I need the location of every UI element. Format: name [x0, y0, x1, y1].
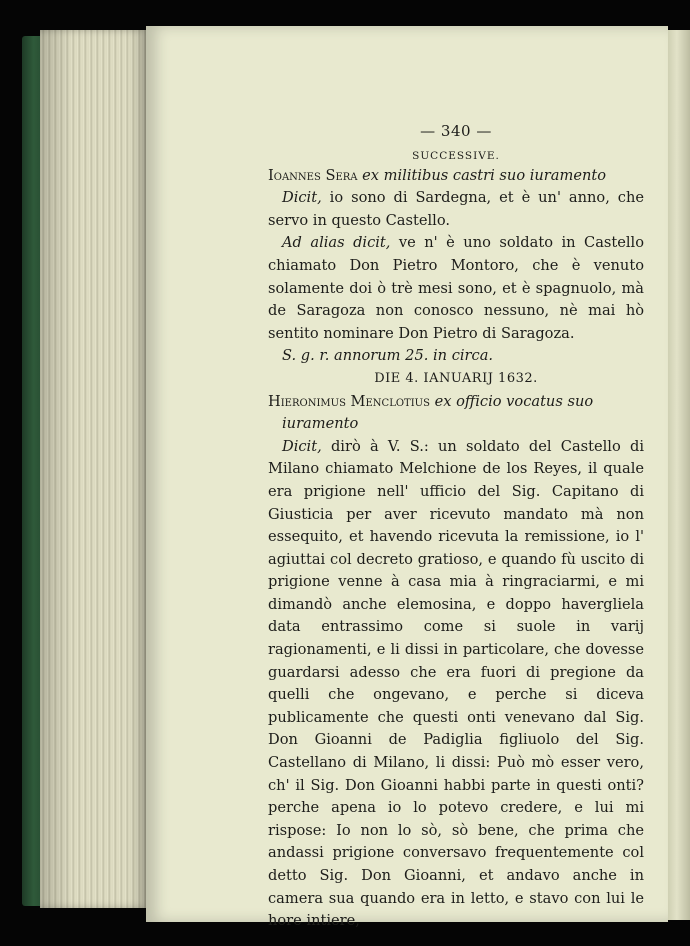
testimony-text: io sono di Sardegna, et è un' anno, che servo in questo Castello.: [268, 189, 644, 229]
witness-name: Ioannes Sera: [268, 166, 358, 184]
witness-role: ex officio vocatus suo iuramento: [282, 392, 594, 433]
closing-formula: S. g. r. annorum 25. in circa.: [282, 347, 494, 365]
testimony-lead: Dicit,: [282, 189, 322, 207]
testimony-closing: [268, 345, 644, 368]
entry-heading: [268, 165, 644, 188]
page-text: [268, 120, 644, 933]
date-line: DIE 4. IANUARIJ 1632.: [374, 370, 538, 386]
testimony-paragraph: [268, 232, 644, 345]
section-heading: SUCCESSIVE.: [412, 149, 500, 162]
testimony-lead: Dicit,: [282, 437, 322, 455]
testimony-text: ve n' è uno soldato in Castello chiamato Don Pietro Montoro, che è venuto solamente doi ò trè mesi sono, et è spagnuolo, mà de Saragoza non conosco nessuno, nè mai hò sentito nominare Don Pietro di Saragoza.: [268, 234, 645, 342]
testimony-paragraph: [268, 187, 644, 232]
testimony-lead: Ad alias dicit,: [282, 234, 391, 252]
testimony-text: dirò à V. S.: un soldato del Castello di Milano chiamato Melchione de los Reyes, il quale era prigione nell' ufficio del Sig. Capitano di Giusticia per aver ricevuto mandato mà non essequito, et havendo ricevuta la remissione, io l' agiuttai col decreto gratioso, e quando fù uscito di prigione venne à casa mia à ringraciarmi, e mi dimandò anche elemosina, e doppo havergliela data entrassimo come si suole in varij ragionamenti, e li dissi in particolare, che dovesse guardarsi adesso che era fuori di pregione da quelli che ongevano, e perche si diceva publicamente che questi onti venevano dal Sig. Don Gioanni de Padiglia figliuolo del Sig. Castellano di Milano, li dissi: Può mò esser vero, ch' il Sig. Don Gioanni habbi parte in questi onti? perche apena io lo potevo credere, e lui mi rispose: Io non lo sò, sò bene, che prima che andassi prigione conversavo frequentemente col detto Sig. Don Gioanni, et andavo anche in camera sua quando era in letto, e stavo con lui le hore intiere,: [268, 437, 645, 930]
entry-heading: [268, 391, 644, 436]
testimony-paragraph: [268, 436, 644, 933]
page-number: — 340 —: [420, 122, 492, 140]
witness-role: ex militibus castri suo iuramento: [362, 166, 607, 184]
facing-page-edge: [668, 30, 690, 920]
witness-name: Hieronimus Menclotius: [268, 392, 430, 410]
book-page: [146, 26, 668, 930]
page-stack-shadow: [40, 30, 150, 908]
